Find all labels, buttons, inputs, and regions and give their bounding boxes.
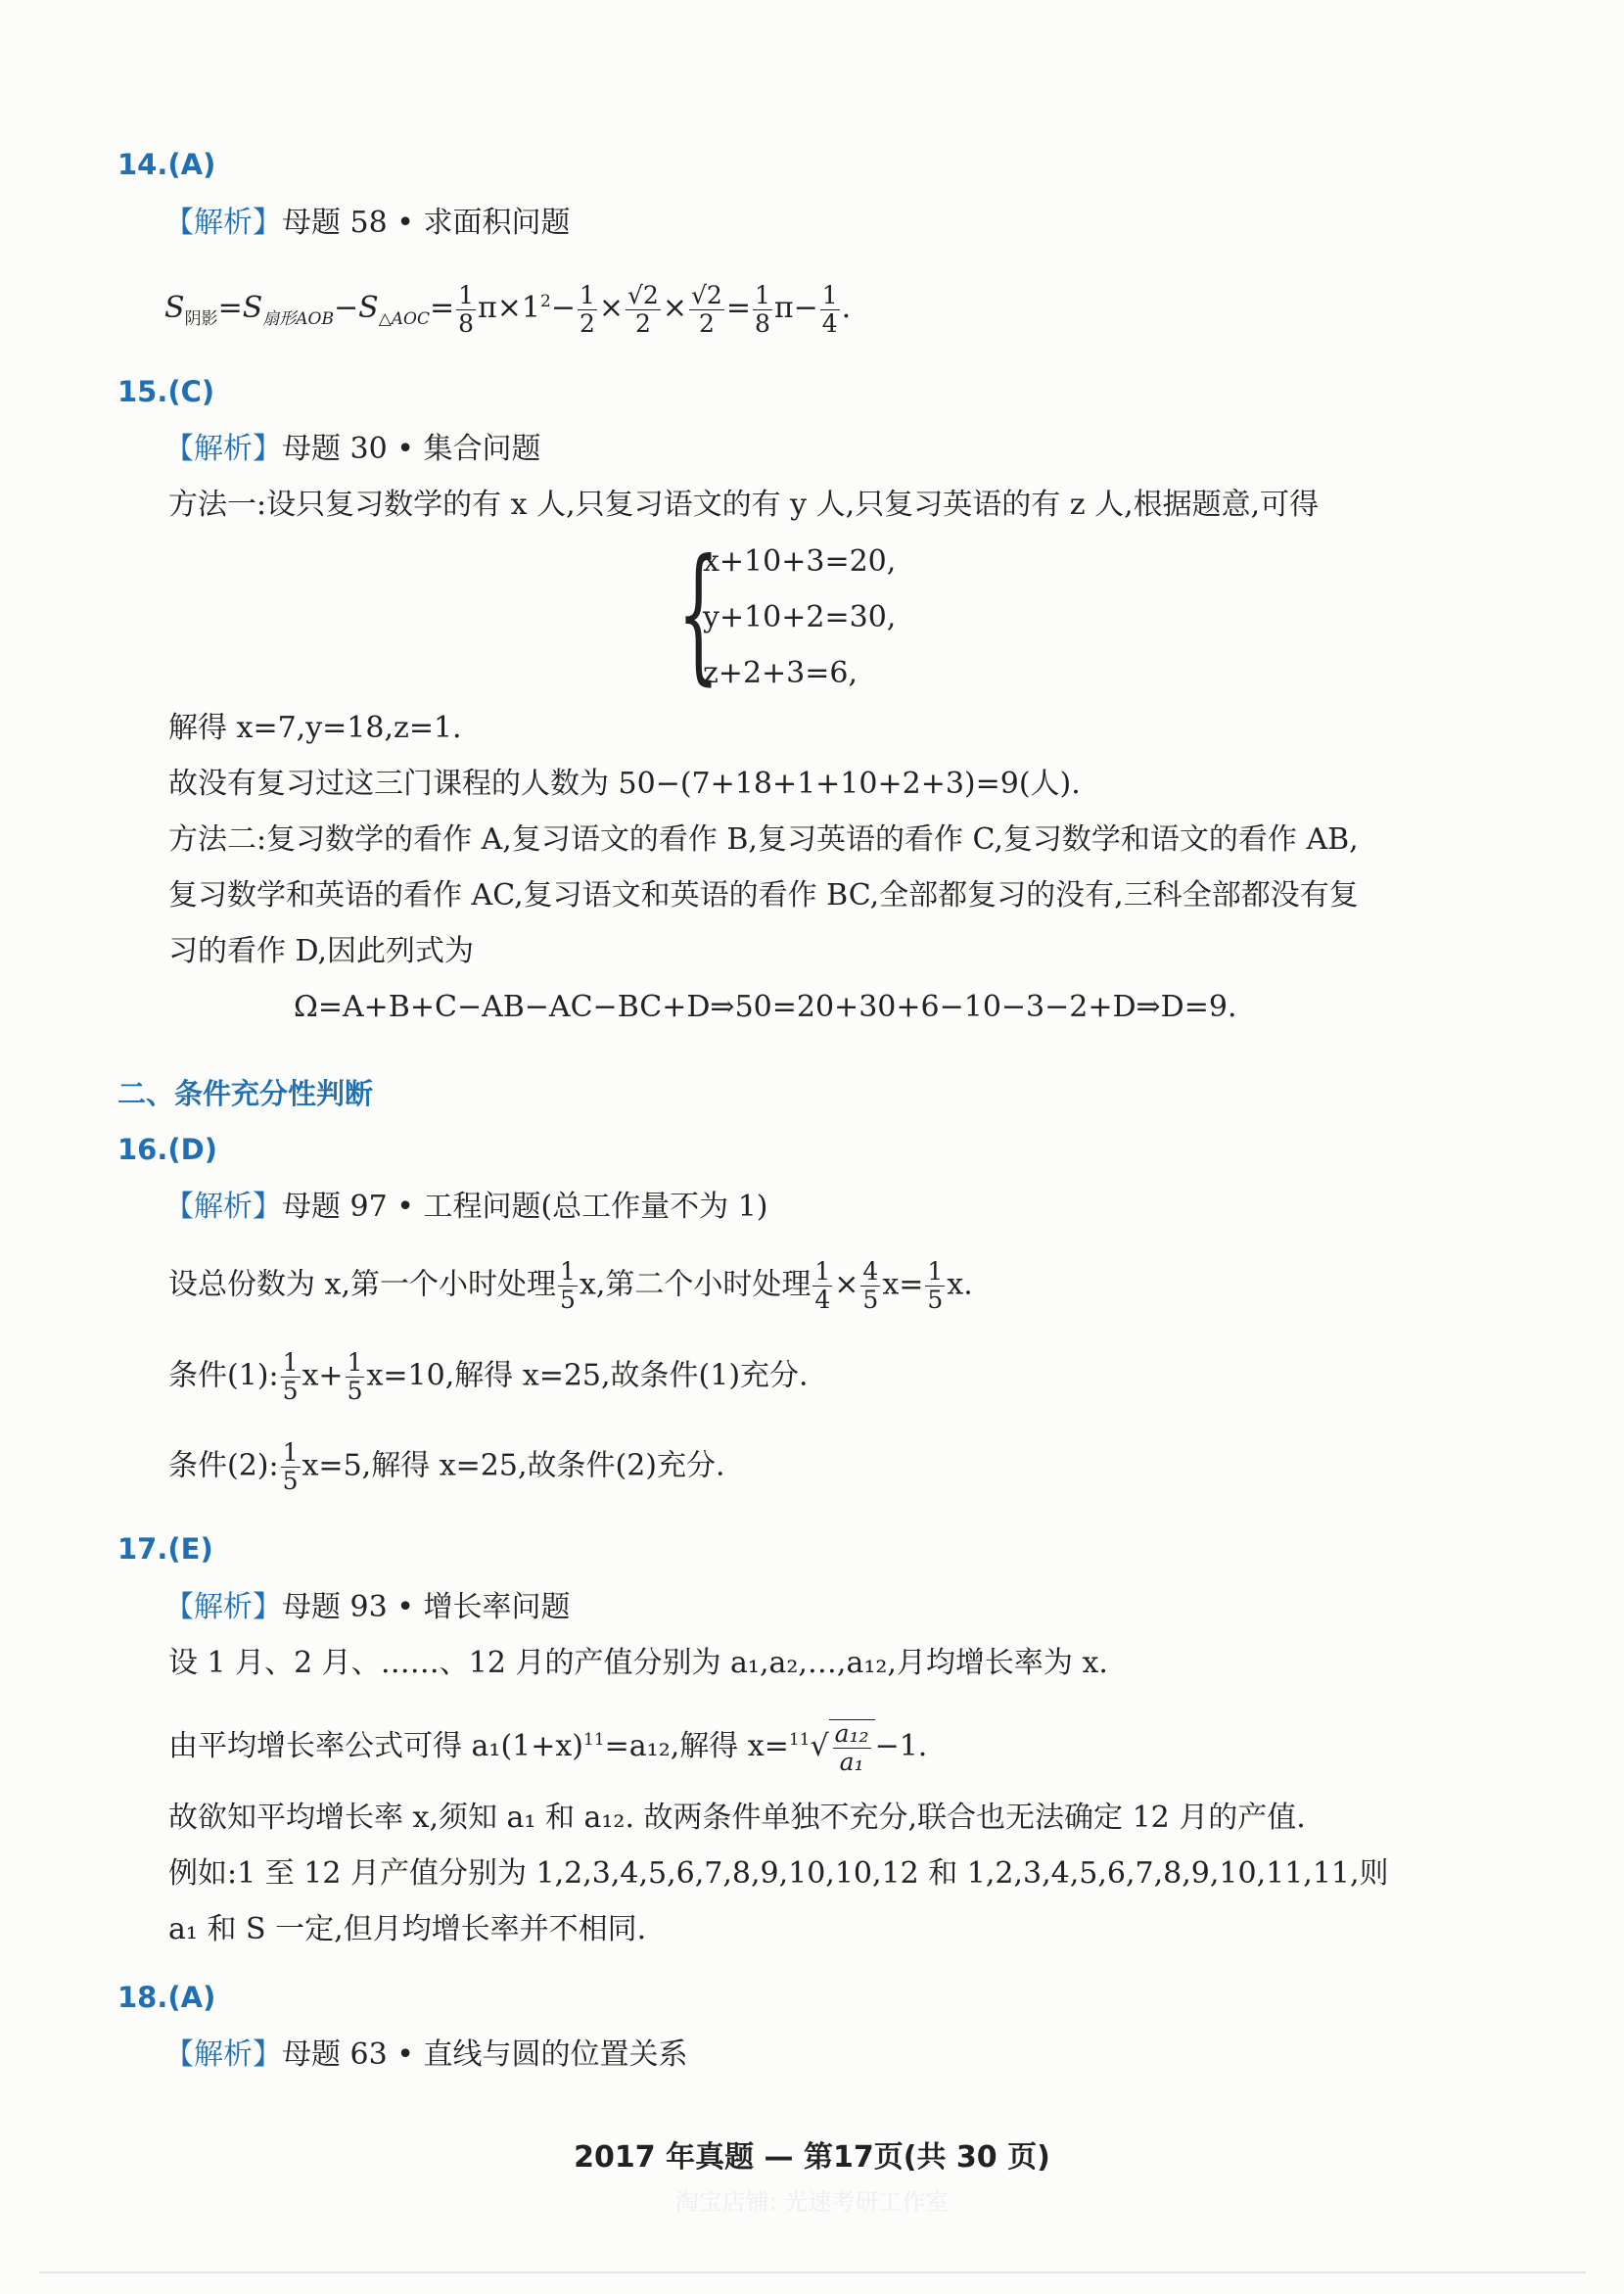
fraction — [925, 1258, 945, 1314]
q18-number: 18. — [117, 1981, 168, 2014]
q15-analysis-tag: 【解析】 — [164, 432, 282, 466]
fraction — [812, 1258, 832, 1314]
eq-symbol: S — [164, 291, 185, 325]
q17-line1: 设 1 月、2 月、……、12 月的产值分别为 a₁,a₂,…,a₁₂,月均增长率为 x. — [168, 1646, 1108, 1680]
q15-heading — [117, 370, 214, 414]
fraction-bottom: 2 — [634, 308, 651, 338]
eq-subscript: 阴影 — [184, 309, 218, 329]
eq-op: − — [333, 291, 359, 325]
q18-topic: 母题 63 • 直线与圆的位置关系 — [282, 2037, 688, 2072]
q17-answer: (E) — [167, 1532, 213, 1566]
eq-subscript: 扇形AOB — [262, 309, 334, 329]
fraction-top: 1 — [814, 1257, 831, 1286]
section-heading: 二、条件充分性判断 — [117, 1077, 374, 1110]
eq-op: × — [598, 291, 624, 325]
fraction — [281, 1349, 301, 1405]
fraction-top: 1 — [347, 1348, 363, 1377]
q14-heading — [117, 143, 215, 187]
fraction-top: 1 — [821, 280, 838, 309]
fraction-bottom: 5 — [560, 1286, 576, 1314]
radicand — [829, 1719, 875, 1776]
equation-system-brace: { — [677, 529, 719, 699]
fraction-bottom: 5 — [927, 1286, 944, 1314]
fraction-bottom: 8 — [754, 308, 770, 338]
fraction — [753, 282, 772, 338]
q18-analysis-tag: 【解析】 — [164, 2037, 282, 2072]
fraction — [578, 282, 597, 338]
q16-analysis-tag: 【解析】 — [164, 1190, 282, 1224]
text-run: −1. — [874, 1729, 928, 1763]
q14-answer: (A) — [167, 148, 216, 181]
fraction-top: 1 — [282, 1348, 299, 1377]
fraction-top: 1 — [927, 1257, 944, 1286]
fraction — [833, 1720, 871, 1776]
fraction — [820, 282, 840, 338]
fraction-top: 1 — [282, 1438, 299, 1467]
q15-method2-line1: 方法二:复习数学的看作 A,复习语文的看作 B,复习英语的看作 C,复习数学和语文的看作 AB, — [168, 822, 1359, 857]
fraction-bottom: 2 — [579, 308, 595, 338]
fraction — [346, 1349, 365, 1405]
text-run: 条件(1): — [168, 1358, 279, 1393]
fraction-top: 1 — [579, 280, 595, 309]
q17-analysis-tag: 【解析】 — [164, 1590, 282, 1624]
text-run: x=10,解得 x=25,故条件(1)充分. — [366, 1358, 809, 1393]
q15-topic: 母题 30 • 集合问题 — [282, 432, 541, 466]
text-run: 条件(2): — [168, 1448, 279, 1483]
eq-op: − — [793, 291, 818, 325]
radical-sign: √ — [810, 1729, 829, 1763]
q15-system-eq3: z+2+3=6, — [703, 656, 858, 690]
fraction-bottom: 2 — [698, 308, 715, 338]
eq-op: . — [841, 291, 852, 325]
fraction-top: a₁₂ — [834, 1718, 869, 1748]
eq-symbol: S — [358, 291, 379, 325]
q16-condition1 — [168, 1349, 809, 1405]
fraction — [558, 1258, 578, 1314]
text-run: x=5,解得 x=25,故条件(2)充分. — [302, 1448, 725, 1483]
fraction-bottom: 8 — [458, 308, 475, 338]
eq-symbol: S — [242, 291, 263, 325]
q17-number: 17. — [117, 1532, 168, 1566]
fraction-bottom: 5 — [862, 1286, 879, 1314]
text-run: 设总份数为 x,第一个小时处理 — [168, 1267, 556, 1302]
q18-analysis — [164, 2034, 687, 2077]
text-run: x+ — [302, 1358, 344, 1393]
watermark: 淘宝店铺: 光速考研工作室 — [674, 2188, 950, 2216]
q15-system-eq2: y+10+2=30, — [703, 600, 897, 634]
fraction-bottom: 4 — [821, 308, 838, 338]
fraction — [626, 282, 661, 338]
fraction-top: 1 — [754, 280, 770, 309]
q15-method1-line: 方法一:设只复习数学的有 x 人,只复习语文的有 y 人,只复习英语的有 z 人,根据题意,可得 — [168, 488, 1320, 522]
q17-line2 — [168, 1718, 927, 1776]
q16-heading — [117, 1128, 217, 1172]
q18-answer: (A) — [167, 1981, 216, 2014]
text-run: =a₁₂,解得 x= — [604, 1729, 789, 1763]
q15-number: 15. — [117, 375, 168, 408]
eq-op: × — [662, 291, 687, 325]
text-run: × — [834, 1267, 859, 1302]
q14-equation — [164, 280, 851, 341]
fraction-bottom: 5 — [282, 1377, 299, 1405]
q17-analysis — [164, 1586, 570, 1629]
fraction-top: 4 — [862, 1257, 879, 1286]
fraction — [281, 1439, 301, 1495]
q15-system-eq1: x+10+3=20, — [703, 544, 897, 579]
q16-topic: 母题 97 • 工程问题(总工作量不为 1) — [282, 1190, 768, 1224]
q18-heading — [117, 1976, 215, 2020]
page-edge-divider — [39, 2271, 1586, 2273]
exponent: 11 — [583, 1730, 605, 1750]
q16-number: 16. — [117, 1133, 168, 1166]
fraction-top: √2 — [690, 280, 722, 309]
q16-answer: (D) — [167, 1133, 217, 1166]
q15-result: 故没有复习过这三门课程的人数为 50−(7+18+1+10+2+3)=9(人). — [168, 767, 1081, 801]
text-run: x,第二个小时处理 — [579, 1267, 812, 1302]
q14-analysis-tag: 【解析】 — [164, 206, 282, 240]
q16-analysis — [164, 1186, 768, 1229]
fraction — [860, 1258, 880, 1314]
eq-subscript: △AOC — [378, 309, 430, 329]
q16-line1 — [168, 1258, 973, 1314]
eq-superscript: 2 — [539, 292, 551, 311]
page-footer: 2017 年真题 — 第17页(共 30 页) — [574, 2140, 1050, 2175]
fraction-top: √2 — [627, 280, 659, 309]
q17-line4: 例如:1 至 12 月产值分别为 1,2,3,4,5,6,7,8,9,10,10,12 和 1,2,3,4,5,6,7,8,9,10,11,11,则 — [168, 1856, 1389, 1891]
fraction-top: 1 — [560, 1257, 576, 1286]
eq-term: π×1 — [478, 291, 540, 325]
q14-analysis — [164, 202, 570, 245]
eq-op: − — [550, 291, 576, 325]
root-index: 11 — [788, 1730, 811, 1750]
fraction-bottom: a₁ — [839, 1747, 864, 1776]
q17-line5: a₁ 和 S 一定,但月均增长率并不相同. — [168, 1912, 647, 1946]
fraction — [689, 282, 724, 338]
fraction-bottom: 5 — [282, 1467, 299, 1495]
text-run: x. — [947, 1267, 973, 1302]
eq-op: = — [217, 291, 243, 325]
eq-term: π — [773, 291, 794, 325]
text-run: 由平均增长率公式可得 a₁(1+x) — [168, 1729, 583, 1763]
q15-analysis — [164, 428, 540, 471]
q17-topic: 母题 93 • 增长率问题 — [282, 1590, 571, 1624]
eq-op: = — [429, 291, 455, 325]
q17-line3: 故欲知平均增长率 x,须知 a₁ 和 a₁₂. 故两条件单独不充分,联合也无法确定 12 月的产值. — [168, 1801, 1306, 1835]
fraction-bottom: 5 — [347, 1377, 363, 1405]
q17-heading — [117, 1527, 213, 1571]
q15-solution: 解得 x=7,y=18,z=1. — [168, 711, 462, 745]
q15-method2-line2: 复习数学和英语的看作 AC,复习语文和英语的看作 BC,全部都复习的没有,三科全部都没有复 — [168, 878, 1359, 913]
fraction — [456, 282, 476, 338]
q14-topic: 母题 58 • 求面积问题 — [282, 206, 571, 240]
fraction-top: 1 — [458, 280, 475, 309]
fraction-bottom: 4 — [814, 1286, 831, 1314]
eq-op: = — [725, 291, 751, 325]
q15-method2-line3: 习的看作 D,因此列式为 — [168, 934, 475, 968]
q16-condition2 — [168, 1439, 725, 1495]
q14-number: 14. — [117, 148, 168, 181]
text-run: x= — [882, 1267, 924, 1302]
q15-formula: Ω=A+B+C−AB−AC−BC+D⇒50=20+30+6−10−3−2+D⇒D=9. — [294, 990, 1237, 1024]
q15-answer: (C) — [167, 375, 215, 408]
